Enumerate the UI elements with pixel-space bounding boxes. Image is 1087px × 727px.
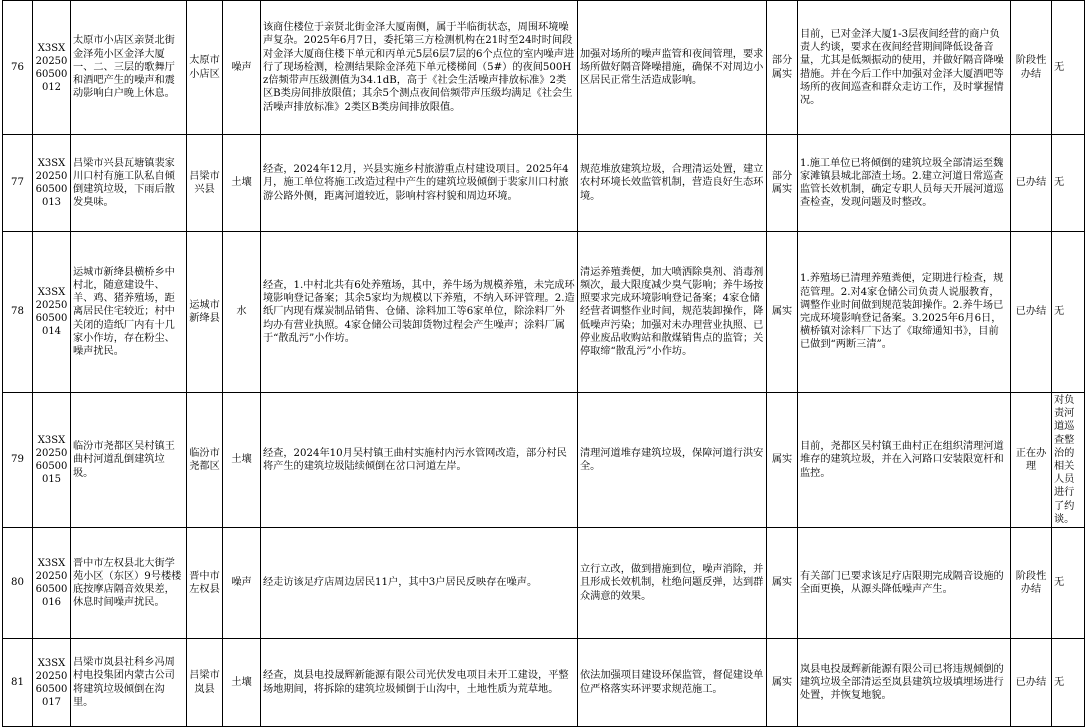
table-row xyxy=(3,528,1085,639)
issue-text: 临汾市尧都区吴村镇王曲村河道乱倒建筑垃圾。 xyxy=(71,393,187,528)
row-index: 78 xyxy=(3,232,33,393)
issue-text: 运城市新绛县横桥乡中村北，随意建设牛、羊、鸡、猪养殖场，距离居民住宅较近；村中关闭的造纸厂内有十几家小作坊，存在粉尘、噪声扰民。 xyxy=(71,232,187,393)
verdict: 部分属实 xyxy=(767,135,798,232)
region: 吕梁市岚县 xyxy=(187,639,223,727)
table-row xyxy=(3,135,1085,232)
region: 太原市小店区 xyxy=(187,1,223,135)
investigation-text: 经走访该足疗店周边居民11户，其中3户居民反映存在噪声。 xyxy=(261,528,578,639)
case-code: X3SX2025060500017 xyxy=(33,639,71,727)
investigation-text: 经查，岚县电投晟辉新能源有限公司光伏发电项目未开工建设，平整场地期间，将拆除的建筑垃圾倾倒于山沟中，土地性质为荒草地。 xyxy=(261,639,578,727)
verdict: 属实 xyxy=(767,639,798,727)
accountability: 无 xyxy=(1052,232,1085,393)
region: 运城市新绛县 xyxy=(187,232,223,393)
issue-text: 吕梁市岚县社科乡冯周村电投集团内蒙古公司将建筑垃圾倾倒在沟里。 xyxy=(71,639,187,727)
issue-text: 晋中市左权县北大街学苑小区（东区）9号楼楼底按摩店隔音效果差，休息时间噪声扰民。 xyxy=(71,528,187,639)
issue-text: 吕梁市兴县瓦塘镇裴家川口村有施工队私自倾倒建筑垃圾，下雨后散发臭味。 xyxy=(71,135,187,232)
verdict: 部分属实 xyxy=(767,1,798,135)
pollution-type: 水 xyxy=(223,232,261,393)
region: 晋中市左权县 xyxy=(187,528,223,639)
case-code: X3SX2025060500014 xyxy=(33,232,71,393)
row-index: 80 xyxy=(3,528,33,639)
row-index: 79 xyxy=(3,393,33,528)
status: 已办结 xyxy=(1011,135,1052,232)
demand-text: 清理河道堆存建筑垃圾，保障河道行洪安全。 xyxy=(578,393,767,528)
table-row xyxy=(3,393,1085,528)
investigation-text: 经查，1.中村北共有6处养殖场，其中，养牛场为规模养殖，未完成环境影响登记备案；其余5家均为规模以下养殖，不纳入环评管理。2.造纸厂内现有煤炭制品销售、仓储、涂料加工等6家单位，除涂料厂外均办有营业执照。4家仓储公司装卸货物过程会产生噪声；涂料厂属于“散乱污”小作坊。 xyxy=(261,232,578,393)
handling-text: 1.养殖场已清理养殖粪便，定期进行检查，规范管理。2.对4家仓储公司负责人说服教育，调整作业时间做到规范装卸操作。2.养牛场已完成环境影响登记备案。3.2025年6月6日，横桥镇对涂料厂下达了《取缔通知书》，目前已做到“两断三清”。 xyxy=(798,232,1011,393)
pollution-type: 噪声 xyxy=(223,1,261,135)
accountability: 无 xyxy=(1052,528,1085,639)
demand-text: 立行立改，做到措施到位，噪声消除，并且形成长效机制，杜绝问题反弹，达到群众满意的效果。 xyxy=(578,528,767,639)
case-code: X3SX2025060500016 xyxy=(33,528,71,639)
complaint-table xyxy=(2,0,1085,727)
row-index: 81 xyxy=(3,639,33,727)
accountability: 无 xyxy=(1052,135,1085,232)
accountability: 对负责河道巡查整治的相关人员进行了约谈。 xyxy=(1052,393,1085,528)
table-row xyxy=(3,232,1085,393)
row-index: 76 xyxy=(3,1,33,135)
investigation-text: 经查，2024年10月吴村镇王曲村实施村内污水管网改造，部分村民将产生的建筑垃圾陆续倾倒在岔口河道左岸。 xyxy=(261,393,578,528)
verdict: 属实 xyxy=(767,393,798,528)
pollution-type: 土壤 xyxy=(223,135,261,232)
verdict: 属实 xyxy=(767,232,798,393)
investigation-text: 经查，2024年12月，兴县实施乡村旅游重点村建设项目。2025年4月，施工单位将施工改造过程中产生的建筑垃圾倾倒于裴家川口村旅游公路外侧，距离河道较近，影响村容村貌和周边环境。 xyxy=(261,135,578,232)
demand-text: 清运养殖粪便，加大喷洒除臭剂、消毒剂频次，最大限度减少臭气影响；养牛场按照要求完成环境影响登记备案；4家仓储经营者调整作业时间，规范装卸操作，降低噪声污染；加强对未办理营业执照、已停业废品收购站和散煤销售点的监管；关停取缔“散乱污”小作坊。 xyxy=(578,232,767,393)
region: 吕梁市兴县 xyxy=(187,135,223,232)
status: 已办结 xyxy=(1011,232,1052,393)
accountability: 无 xyxy=(1052,639,1085,727)
table-row xyxy=(3,1,1085,135)
status: 阶段性办结 xyxy=(1011,528,1052,639)
handling-text: 目前，已对金泽大厦1-3层夜间经营的商户负责人约谈，要求在夜间经营期间降低设备音量，尤其是低频振动的使用，并做好隔音降噪措施。并在今后工作中加强对金泽大厦酒吧等场所的夜间巡查和群众走访工作，及时掌握情况。 xyxy=(798,1,1011,135)
handling-text: 有关部门已要求该足疗店限期完成隔音设施的全面更换，从源头降低噪声产生。 xyxy=(798,528,1011,639)
status: 阶段性办结 xyxy=(1011,1,1052,135)
region: 临汾市尧都区 xyxy=(187,393,223,528)
accountability: 无 xyxy=(1052,1,1085,135)
case-code: X3SX2025060500015 xyxy=(33,393,71,528)
issue-text: 太原市小店区亲贤北街金泽苑小区金泽大厦一、二、三层的歌舞厅和酒吧产生的噪声和震动影响白户晚上休息。 xyxy=(71,1,187,135)
handling-text: 目前，尧都区吴村镇王曲村正在组织清理河道堆存的建筑垃圾，并在入河路口安装限宽杆和监控。 xyxy=(798,393,1011,528)
verdict: 属实 xyxy=(767,528,798,639)
handling-text: 1.施工单位已将倾倒的建筑垃圾全部清运至魏家滩镇县城北部渣土场。2.建立河道日常巡查监管长效机制，确定专职人员每天开展河道巡查检查，发现问题及时整改。 xyxy=(798,135,1011,232)
investigation-text: 该商住楼位于亲贤北街金泽大厦南侧，属于半临街状态，周围环境噪声复杂。2025年6月7日，委托第三方检测机构在21时至24时时间段对金泽大厦商住楼下单元和丙单元5层6层7层的6个点位的室内噪声进行了现场检测，检测结果除金泽苑下单元楼梯间（5#）的夜间500Hz倍频带声压级测值为34.1dB，高于《社会生活噪声排放标准》2类区B类房间排放限值；其余5个测点夜间倍频带声压级均满足《社会生活噪声排放标准》2类区B类房间排放限值。 xyxy=(261,1,578,135)
demand-text: 依法加强项目建设环保监管，督促建设单位严格落实环评要求规范施工。 xyxy=(578,639,767,727)
row-index: 77 xyxy=(3,135,33,232)
case-code: X3SX2025060500013 xyxy=(33,135,71,232)
pollution-type: 噪声 xyxy=(223,528,261,639)
pollution-type: 土壤 xyxy=(223,393,261,528)
case-code: X3SX2025060500012 xyxy=(33,1,71,135)
pollution-type: 土壤 xyxy=(223,639,261,727)
demand-text: 加强对场所的噪声监管和夜间管理，要求场所做好隔音降噪措施，确保不对周边小区居民正常生活造成影响。 xyxy=(578,1,767,135)
table-row xyxy=(3,639,1085,727)
handling-text: 岚县电投晟辉新能源有限公司已将违规倾倒的建筑垃圾全部清运至岚县建筑垃圾填埋场进行处置，并恢复地貌。 xyxy=(798,639,1011,727)
status: 已办结 xyxy=(1011,639,1052,727)
demand-text: 规范堆放建筑垃圾，合理清运处置，建立农村环境长效监管机制，营造良好生态环境。 xyxy=(578,135,767,232)
status: 正在办理 xyxy=(1011,393,1052,528)
